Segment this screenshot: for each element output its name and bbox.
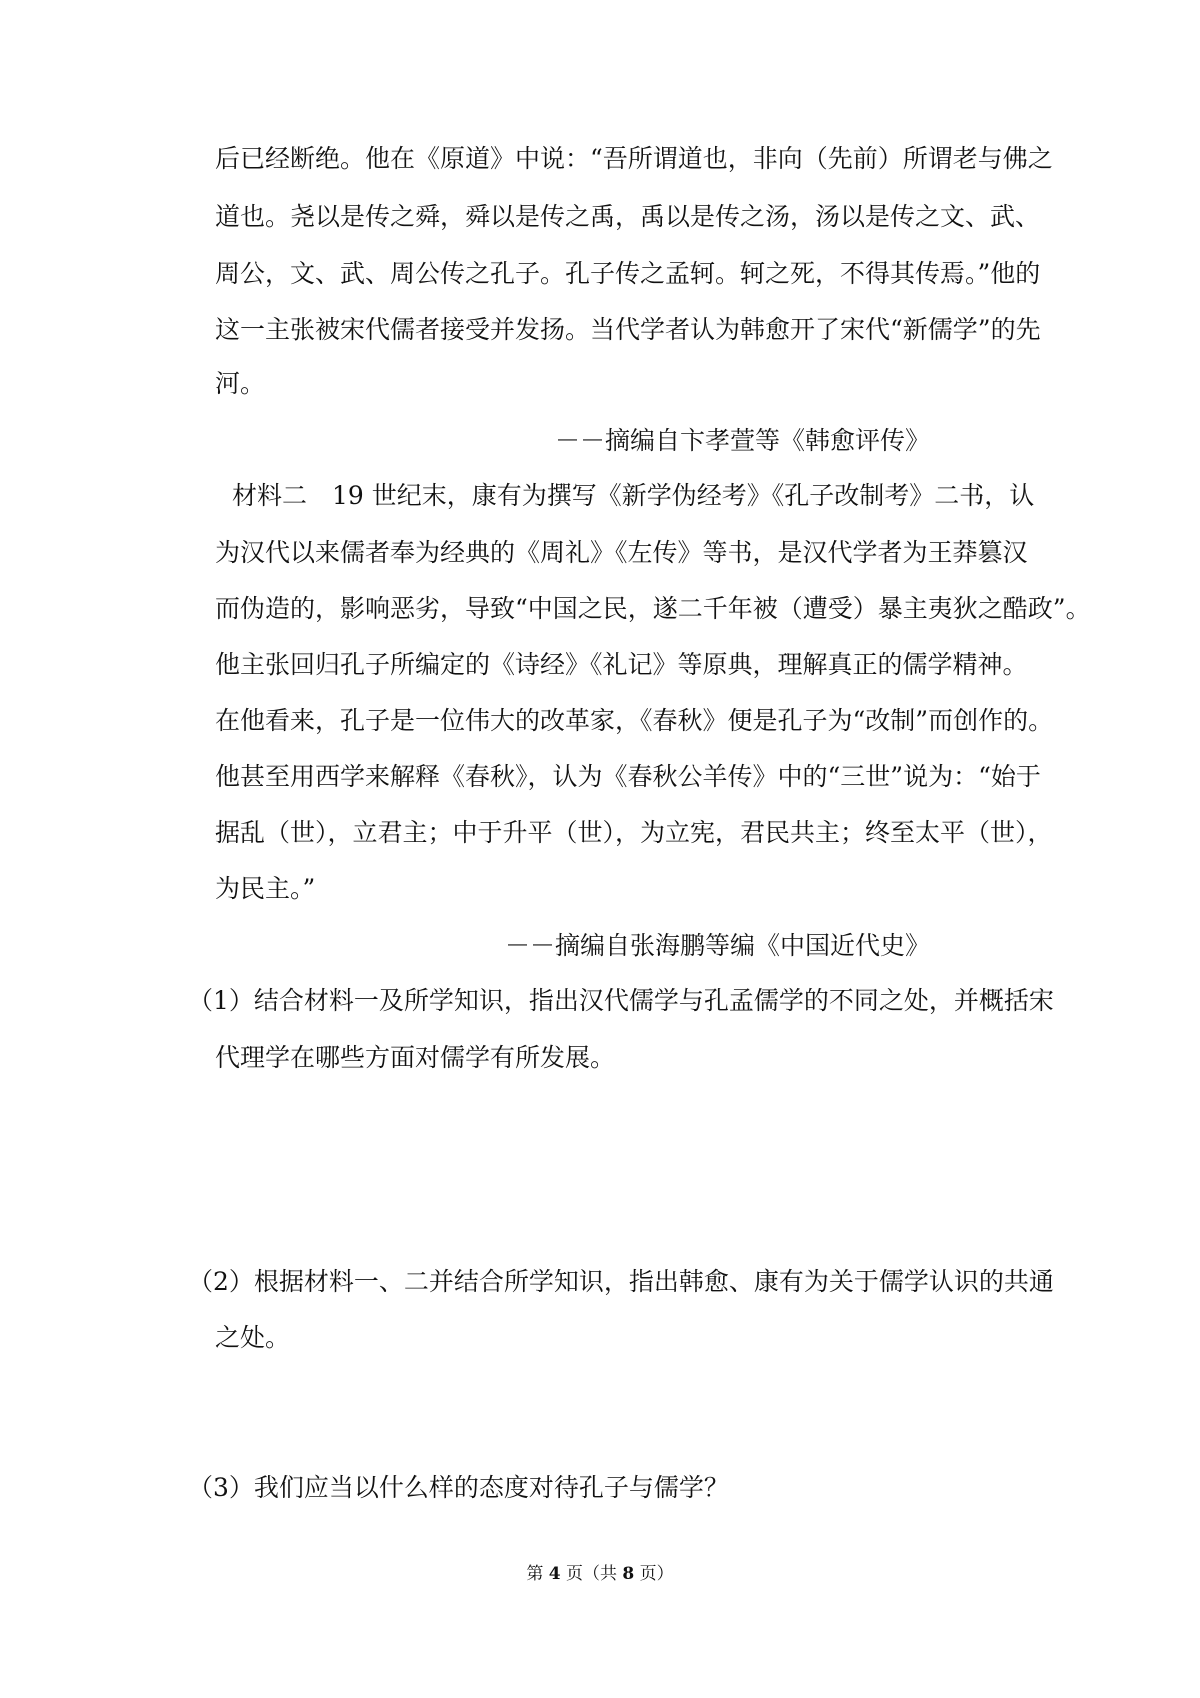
total-pages: 8 bbox=[622, 1564, 635, 1584]
source-citation: －－摘编自卞孝萱等《韩愈评传》 bbox=[554, 426, 930, 455]
source-citation: －－摘编自张海鹏等编《中国近代史》 bbox=[504, 931, 930, 960]
text-line: 河。 bbox=[215, 369, 266, 398]
text-line: 为民主。” bbox=[215, 874, 316, 903]
text-line: 周公，文、武、周公传之孔子。孔子传之孟轲。轲之死，不得其传焉。”他的 bbox=[215, 259, 1041, 288]
question-text: 之处。 bbox=[215, 1323, 291, 1352]
footer-middle: 页（共 bbox=[566, 1564, 617, 1584]
text-line: 而伪造的，影响恶劣，导致“中国之民，遂二千年被（遭受）暴主夷狄之酷政”。 bbox=[215, 594, 1091, 623]
text-line: 这一主张被宋代儒者接受并发扬。当代学者认为韩愈开了宋代“新儒学”的先 bbox=[215, 315, 1041, 344]
footer-suffix: 页） bbox=[639, 1564, 674, 1584]
question-text: 代理学在哪些方面对儒学有所发展。 bbox=[215, 1043, 616, 1072]
text-line: 他甚至用西学来解释《春秋》，认为《春秋公羊传》中的“三世”说为：“始于 bbox=[215, 762, 1041, 791]
text-line: 在他看来，孔子是一位伟大的改革家，《春秋》便是孔子为“改制”而创作的。 bbox=[215, 706, 1054, 735]
text-line: 为汉代以来儒者奉为经典的《周礼》《左传》等书，是汉代学者为王莽篡汉 bbox=[215, 538, 1028, 567]
question-text: （1）结合材料一及所学知识，指出汉代儒学与孔孟儒学的不同之处，并概括宋 bbox=[188, 986, 1054, 1015]
text-line: 材料二 19 世纪末，康有为撰写《新学伪经考》《孔子改制考》二书，认 bbox=[232, 481, 1035, 510]
text-line: 后已经断绝。他在《原道》中说：“吾所谓道也，非向（先前）所谓老与佛之 bbox=[215, 144, 1053, 173]
footer-prefix: 第 bbox=[526, 1564, 544, 1584]
question-text: （2）根据材料一、二并结合所学知识，指出韩愈、康有为关于儒学认识的共通 bbox=[188, 1267, 1054, 1296]
text-line: 他主张回归孔子所编定的《诗经》《礼记》等原典，理解真正的儒学精神。 bbox=[215, 650, 1028, 679]
page-number: 4 bbox=[548, 1564, 561, 1584]
text-line: 道也。尧以是传之舜，舜以是传之禹，禹以是传之汤，汤以是传之文、武、 bbox=[215, 202, 1041, 231]
text-line: 据乱（世），立君主；中于升平（世），为立宪，君民共主；终至太平（世）， bbox=[215, 818, 1053, 847]
question-text: （3）我们应当以什么样的态度对待孔子与儒学？ bbox=[188, 1473, 729, 1502]
page-footer bbox=[0, 1562, 1200, 1586]
